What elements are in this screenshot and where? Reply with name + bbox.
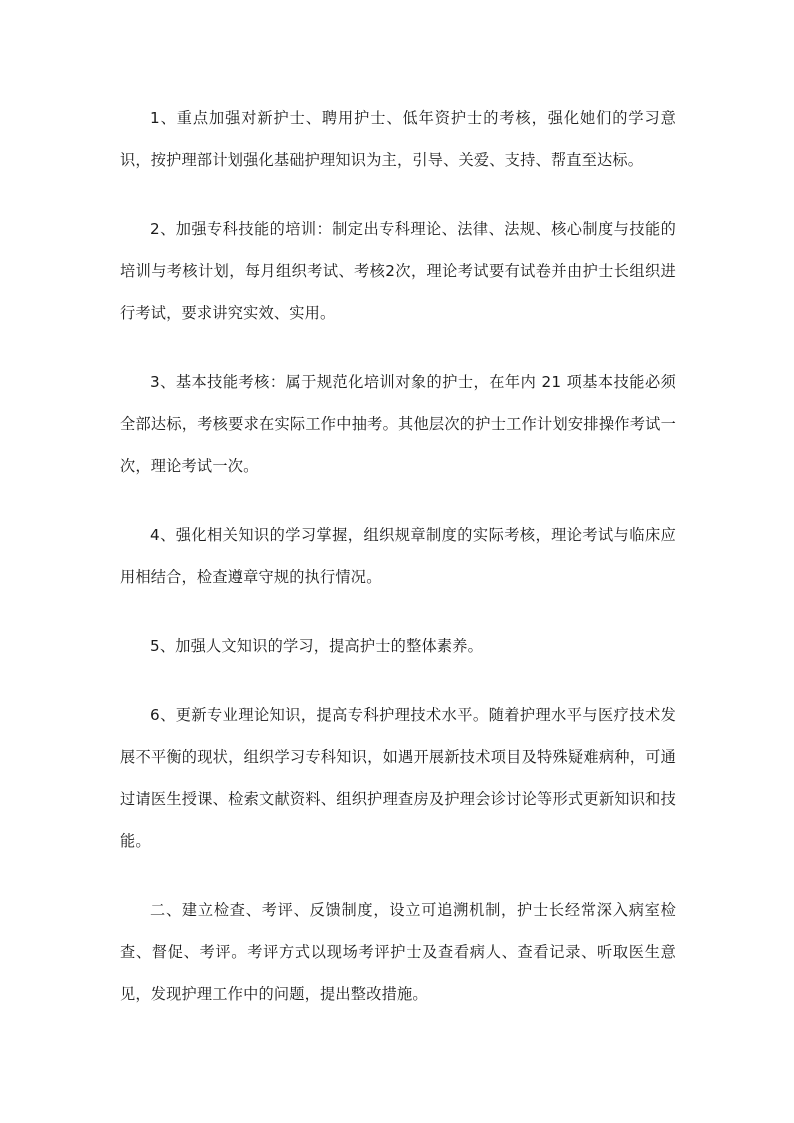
paragraph-7: 二、建立检查、考评、反馈制度，设立可追溯机制，护士长经常深入病室检查、督促、考评。考评方式以现场考评护士及查看病人、查看记录、听取医生意见，发现护理工作中的问题，提出整改措施。 [120,901,676,1003]
paragraph-2: 2、加强专科技能的培训：制定出专科理论、法律、法规、核心制度与技能的培训与考核计划，每月组织考试、考核2次，理论考试要有试卷并由护士长组织进行考试，要求讲究实效、实用。 [120,220,676,322]
paragraph-6: 6、更新专业理论知识，提高专科护理技术水平。随着护理水平与医疗技术发展不平衡的现状，组织学习专科知识，如遇开展新技术项目及特殊疑难病种，可通过请医生授课、检索文献资料、组织护理查房及护理会诊讨论等形式更新知识和技能。 [120,706,676,850]
paragraph-4: 4、强化相关知识的学习掌握，组织规章制度的实际考核，理论考试与临床应用相结合，检查遵章守规的执行情况。 [120,526,676,586]
document-body [120,97,676,1042]
paragraph-3: 3、基本技能考核：属于规范化培训对象的护士，在年内 21 项基本技能必须全部达标，考核要求在实际工作中抽考。其他层次的护士工作计划安排操作考试一次，理论考试一次。 [120,373,676,475]
paragraph-1: 1、重点加强对新护士、聘用护士、低年资护士的考核，强化她们的学习意识，按护理部计划强化基础护理知识为主，引导、关爱、支持、帮直至达标。 [120,109,676,169]
paragraph-5: 5、加强人文知识的学习，提高护士的整体素养。 [150,637,484,655]
